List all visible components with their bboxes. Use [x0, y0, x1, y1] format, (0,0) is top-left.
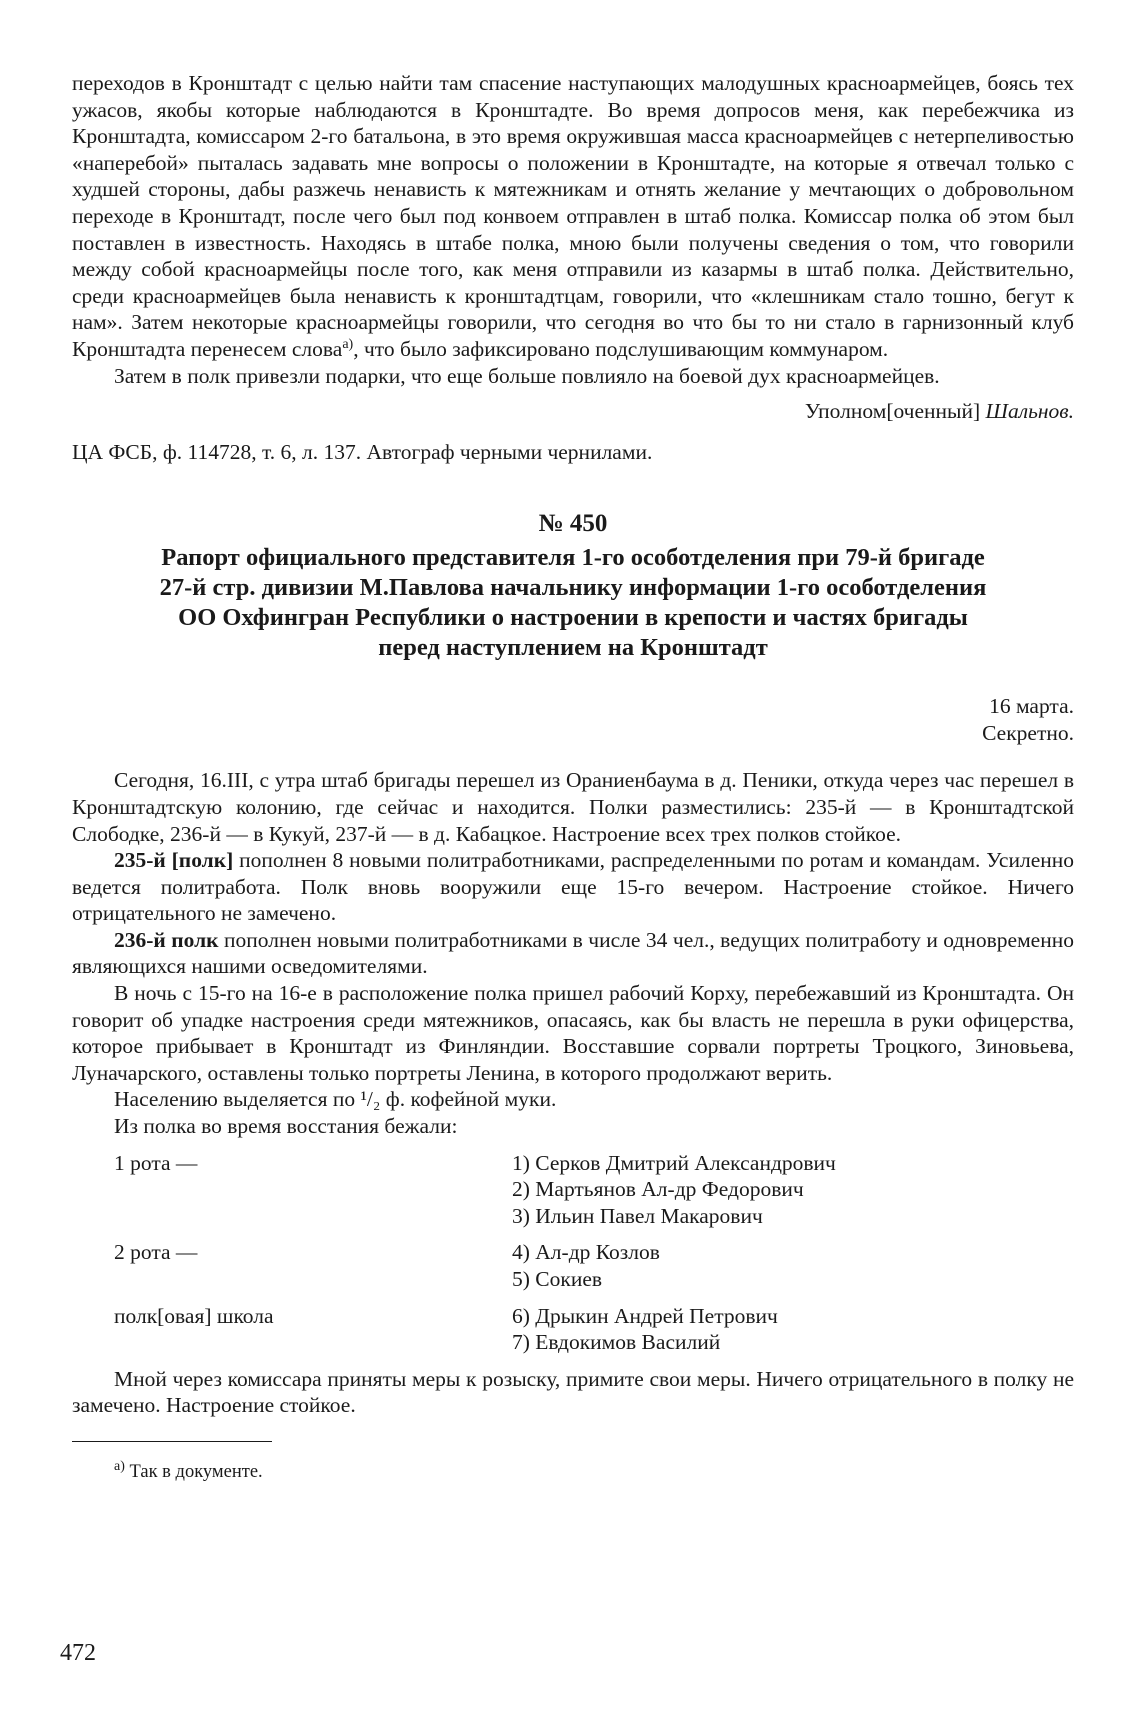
document-meta	[72, 693, 1074, 747]
top-paragraph-1: переходов в Кронштадт с целью найти там спасение наступающих малодушных красноармейцев, боясь тех ужасов, якобы которые наблюдаются в Кронштадте. Во время допросов меня, как перебежчика из Кронштадта, комиссаром 2-го батальона, в это время окружившая масса красноармейцев с нетерпеливостью «наперебой» пыталась задавать мне вопросы о положении в Кронштадте, на которые я отвечал только с худшей стороны, дабы разжечь ненависть к мятежникам и отнять желание у мечтающих о добровольном переходе в Кронштадт, после чего был под конвоем отправлен в штаб полка. Комиссар полка об этом был поставлен в известность. Находясь в штабе полка, мною были получены сведения о том, что говорили между собой красноармейцы после того, как меня отправили из казармы в штаб полка. Действительно, среди красноармейцев была ненависть к кронштадтцам, говорили, что «клешникам стало тошно, бегут к нам». Затем некоторые красноармейцы говорили, что сегодня во что бы то ни стало в гарнизонный клуб Кронштадта перенесем слова$^{а)}$, что было зафиксировано подслушивающим коммунаром.	[72, 71, 1074, 361]
footnote: $^{а)}$ Так в документе.	[114, 1458, 263, 1482]
footnote-divider	[72, 1441, 272, 1442]
document-number: № 450	[538, 510, 608, 538]
document-date: 16 марта.	[989, 694, 1074, 719]
body-paragraph-2: 235-й [полк] пополнен 8 новыми политработниками, распределенными по ротам и командам. Усиленно ведется политработа. Полк вновь вооружили еще 15-го вечером. Настроение стойкое. Ничего отрицательного не замечено.	[72, 848, 1074, 926]
list-item: 1) Серков Дмитрий Александрович	[512, 1150, 836, 1175]
top-paragraph-2: Затем в полк привезли подарки, что еще больше повлияло на боевой дух красноармейцев.	[114, 363, 940, 388]
body-paragraph-1: Сегодня, 16.III, с утра штаб бригады перешел из Ораниенбаума в д. Пеники, откуда через час перешел в Кронштадтскую колонию, где сейчас и находится. Полки разместились: 235-й — в Кронштадтской Слободке, 236-й — в Кукуй, 237-й — в д. Кабацкое. Настроение всех трех полков стойкое.	[72, 768, 1074, 846]
closing-paragraph: Мной через комиссара приняты меры к розыску, примите свои меры. Ничего отрицательного в полку не замечено. Настроение стойкое.	[72, 1366, 1074, 1418]
body-paragraph-6: Из полка во время восстания бежали:	[114, 1114, 458, 1139]
document-title	[72, 543, 1074, 663]
list-item: 2) Мартьянов Ал-др Федорович	[512, 1177, 804, 1202]
page-number: 472	[60, 1640, 96, 1666]
signature-name: Шальнов.	[985, 399, 1074, 424]
list-item: 4) Ал-др Козлов	[512, 1240, 660, 1265]
list-item: 3) Ильин Павел Макарович	[512, 1203, 763, 1228]
signature-title: Уполном[оченный]	[804, 399, 981, 424]
report-body	[72, 767, 1074, 1139]
signature	[72, 398, 1074, 425]
list-group-label: 2 рота —	[114, 1240, 198, 1265]
document-title-line: Рапорт официального представителя 1-го особотделения при 79-й бригаде	[161, 544, 985, 572]
body-paragraph-3: 236-й полк пополнен новыми политработниками в числе 34 чел., ведущих политработу и одновременно являющихся нашими осведомителями.	[72, 927, 1074, 979]
archive-reference: ЦА ФСБ, ф. 114728, т. 6, л. 137. Автограф черными чернилами.	[72, 439, 653, 464]
body-paragraph-5: Населению выделяется по ¹/₂ ф. кофейной муки.	[114, 1087, 557, 1112]
list-group	[114, 1303, 1074, 1356]
list-item: 6) Дрыкин Андрей Петрович	[512, 1303, 778, 1328]
document-secrecy: Секретно.	[982, 721, 1074, 746]
page-content	[72, 70, 1074, 1484]
body-paragraph-4: В ночь с 15-го на 16-е в расположение полка пришел рабочий Корху, перебежавший из Кронштадта. Он говорит об упадке настроения среди мятежников, опасаясь, как бы власть не перешла в руки офицерства, которое прибывает в Кронштадт из Финляндии. Восставшие сорвали портреты Троцкого, Зиновьева, Луначарского, оставлены только портреты Ленина, в которого продолжают верить.	[72, 981, 1074, 1085]
document-title-line: перед наступлением на Кронштадт	[378, 634, 768, 662]
list-group	[114, 1239, 1074, 1292]
list-group-label: 1 рота —	[114, 1150, 198, 1175]
list-item: 5) Сокиев	[512, 1267, 603, 1291]
list-item: 7) Евдокимов Василий	[512, 1330, 721, 1355]
footnote-mark: а)	[114, 1458, 125, 1474]
list-group-label: полк[овая] школа	[114, 1303, 274, 1328]
document-title-line: ОО Охфингран Республики о настроении в крепости и частях бригады	[178, 604, 968, 632]
footnote-ref: а)	[342, 336, 354, 352]
document-title-line: 27-й стр. дивизии М.Павлова начальнику информации 1-го особотделения	[159, 574, 987, 602]
deserters-list	[114, 1150, 1074, 1356]
list-group	[114, 1150, 1074, 1230]
